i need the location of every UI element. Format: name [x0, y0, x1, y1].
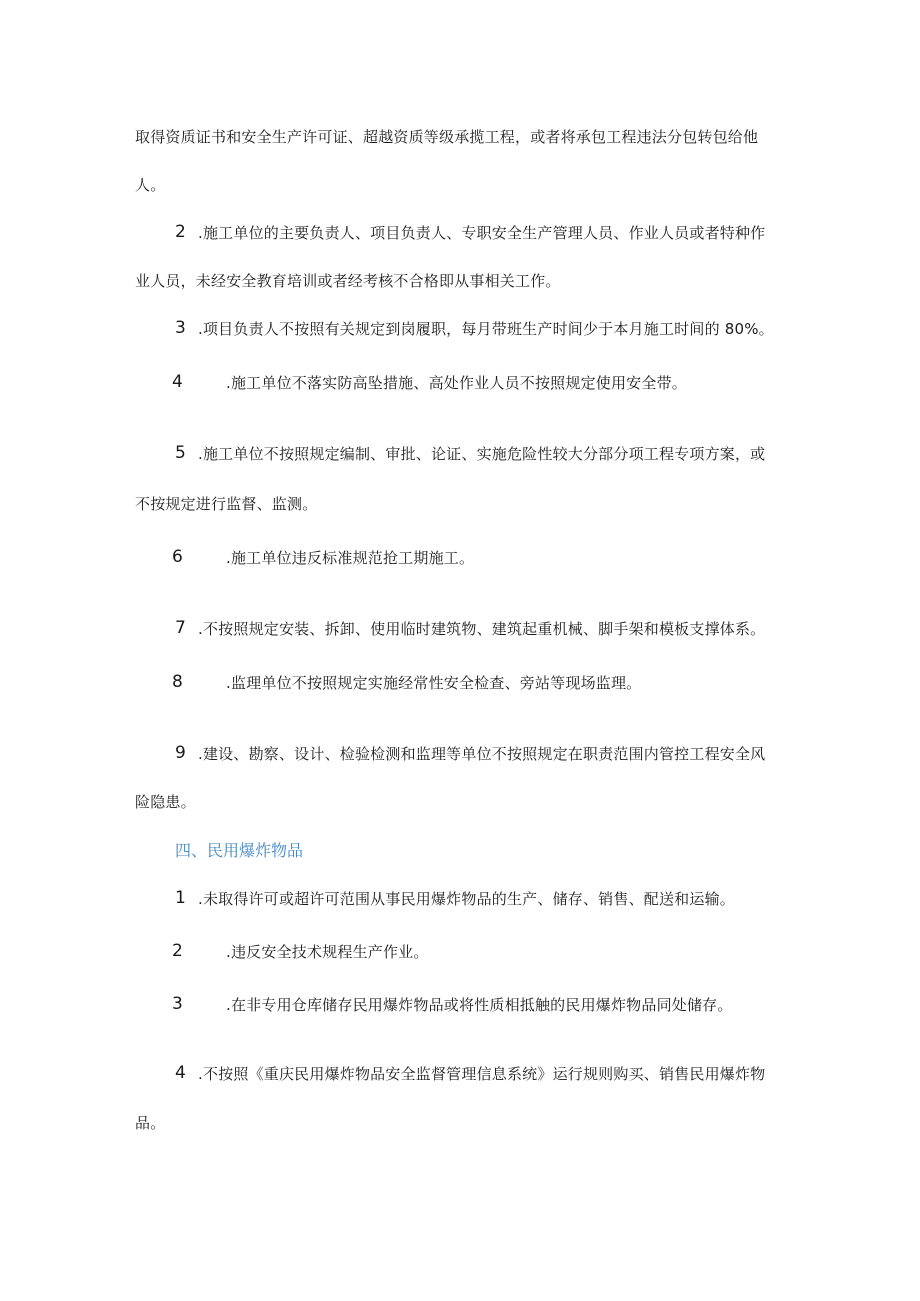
- item-4-number: 4: [172, 372, 183, 392]
- s4-item-4-text-line1: .不按照《重庆民用爆炸物品安全监督管理信息系统》运行规则购买、销售民用爆炸物: [198, 1065, 766, 1083]
- item-9-text-line2: 险隐患。: [135, 793, 196, 811]
- item-3-number: 3: [175, 318, 186, 338]
- item-6-number: 6: [172, 547, 183, 567]
- s4-item-2-number: 2: [172, 941, 183, 961]
- item-4-text-line1: .施工单位不落实防高坠措施、高处作业人员不按照规定使用安全带。: [226, 374, 687, 392]
- s4-item-3-text-line1: .在非专用仓库储存民用爆炸物品或将性质相抵触的民用爆炸物品同处储存。: [226, 996, 733, 1014]
- item-8-text-line1: .监理单位不按照规定实施经常性安全检查、旁站等现场监理。: [226, 674, 642, 692]
- item-9-text-line1: .建设、勘察、设计、检验检测和监理等单位不按照规定在职责范围内管控工程安全风: [198, 745, 766, 763]
- item-7-text-line1: .不按照规定安装、拆卸、使用临时建筑物、建筑起重机械、脚手架和模板支撑体系。: [198, 620, 766, 638]
- item-9-number: 9: [175, 743, 186, 763]
- item-7-number: 7: [175, 618, 186, 638]
- s4-item-1-text-line1: .未取得许可或超许可范围从事民用爆炸物品的生产、储存、销售、配送和运输。: [198, 890, 735, 908]
- s4-item-4-text-line2: 品。: [135, 1114, 166, 1132]
- item-8-number: 8: [172, 672, 183, 692]
- s4-item-2-text-line1: .违反安全技术规程生产作业。: [226, 943, 429, 961]
- item-2-number: 2: [175, 222, 186, 242]
- item-1-text-line1: 取得资质证书和安全生产许可证、超越资质等级承揽工程，或者将承包工程违法分包转包给他: [135, 128, 759, 146]
- s4-item-4-number: 4: [175, 1063, 186, 1083]
- item-6-text-line1: .施工单位违反标准规范抢工期施工。: [226, 549, 475, 567]
- item-5-text-line2: 不按规定进行监督、监测。: [135, 495, 318, 513]
- item-2-text-line2: 业人员，未经安全教育培训或者经考核不合格即从事相关工作。: [135, 272, 561, 290]
- item-5-text-line1: .施工单位不按照规定编制、审批、论证、实施危险性较大分部分项工程专项方案，或: [198, 445, 766, 463]
- item-5-number: 5: [175, 443, 186, 463]
- s4-item-3-number: 3: [172, 994, 183, 1014]
- item-2-text-line1: .施工单位的主要负责人、项目负责人、专职安全生产管理人员、作业人员或者特种作: [198, 224, 766, 242]
- section-4-heading: 四、民用爆炸物品: [175, 841, 304, 860]
- item-3-text-line1: .项目负责人不按照有关规定到岗履职，每月带班生产时间少于本月施工时间的 80%。: [198, 320, 774, 338]
- item-1-text-line2: 人。: [135, 176, 166, 194]
- s4-item-1-number: 1: [175, 888, 186, 908]
